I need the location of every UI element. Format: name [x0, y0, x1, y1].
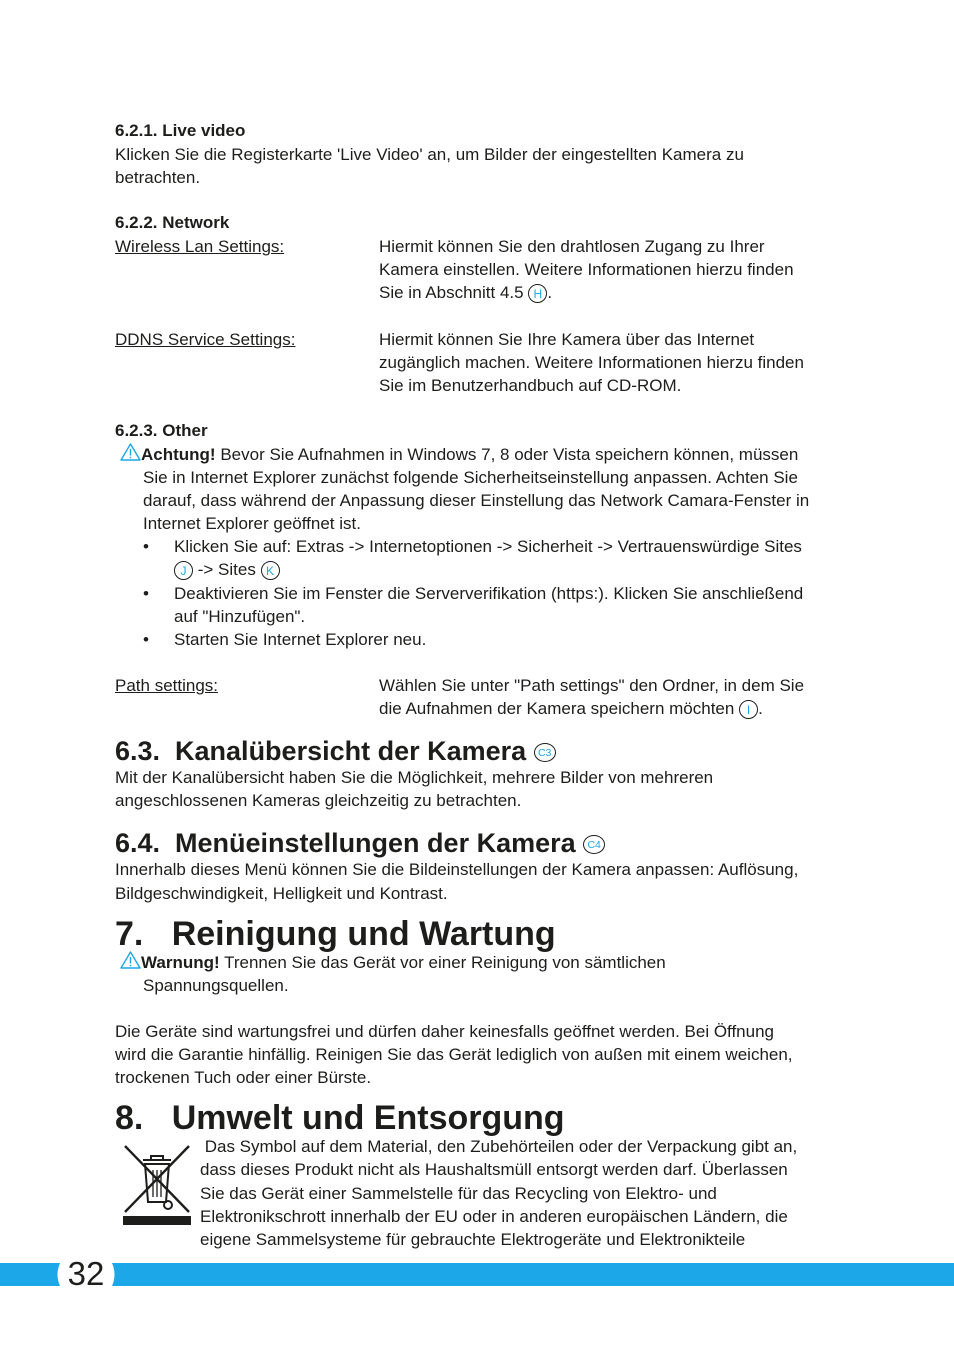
setting-description	[379, 281, 552, 304]
warning-text: Internet Explorer geöffnet ist.	[143, 514, 361, 533]
chapter-heading-reinigung: 7. Reinigung und Wartung	[115, 915, 556, 953]
footer-bar-left	[0, 1263, 54, 1286]
figure-reference-j: J	[174, 561, 193, 580]
section-heading-network: 6.2.2. Network	[115, 213, 230, 232]
list-item: Klicken Sie auf: Extras -> Internetoptionen -> Sicherheit -> Vertrauenswürdige Sites	[174, 537, 802, 556]
list-item	[174, 558, 280, 581]
figure-reference-k: K	[261, 561, 280, 580]
paragraph-line: trockenen Tuch oder einer Bürste.	[115, 1068, 372, 1087]
figure-reference-h: H	[528, 284, 547, 303]
section-heading-other: 6.2.3. Other	[115, 421, 208, 440]
section-heading-text: 6.3. Kanalübersicht der Kamera	[115, 736, 527, 766]
setting-description: Wählen Sie unter "Path settings" den Ordner, in dem Sie	[379, 676, 805, 695]
footer-bar-right	[118, 1263, 954, 1286]
paragraph-line: Das Symbol auf dem Material, den Zubehörteilen oder der Verpackung gibt an,	[200, 1137, 798, 1156]
paragraph-line: angeschlossenen Kameras gleichzeitig zu betrachten.	[115, 791, 522, 810]
setting-description: Hiermit können Sie Ihre Kamera über das Internet	[379, 330, 755, 349]
warning-text: Spannungsquellen.	[143, 976, 289, 995]
chapter-heading-umwelt: 8. Umwelt und Entsorgung	[115, 1099, 565, 1137]
paragraph-line: wird die Garantie hinfällig. Reinigen Sie das Gerät lediglich von außen mit einem weichen,	[115, 1045, 793, 1064]
paragraph-line: dass dieses Produkt nicht als Haushaltsmüll entsorgt werden darf. Überlassen	[200, 1160, 788, 1179]
section-heading-kanaluebersicht	[115, 735, 556, 767]
section-heading-menueeinstellungen	[115, 827, 605, 859]
setting-description-text: Sie in Abschnitt 4.5	[379, 283, 524, 302]
warning-text: darauf, dass während der Anpassung dieser Einstellung das Network Camara-Fenster in	[143, 491, 810, 510]
warning-text: Trennen Sie das Gerät vor einer Reinigung von sämtlichen	[219, 953, 666, 972]
setting-description-text: die Aufnahmen der Kamera speichern möchten	[379, 699, 735, 718]
setting-description: Kamera einstellen. Weitere Informationen hierzu finden	[379, 260, 794, 279]
page-number: 32	[67, 1255, 105, 1292]
warning-text: Sie in Internet Explorer zunächst folgende Sicherheitseinstellung anpassen. Achten Sie	[143, 468, 798, 487]
bullet: •	[143, 630, 149, 649]
figure-reference-i: I	[739, 700, 758, 719]
figure-reference-c4: C4	[583, 835, 605, 854]
setting-label-wireless: Wireless Lan Settings:	[115, 237, 285, 256]
paragraph-line: Die Geräte sind wartungsfrei und dürfen daher keinesfalls geöffnet werden. Bei Öffnung	[115, 1022, 774, 1041]
warning-label: Warnung!	[141, 953, 220, 972]
setting-label-ddns: DDNS Service Settings:	[115, 330, 296, 349]
bullet: •	[143, 537, 149, 556]
section-heading-live-video: 6.2.1. Live video	[115, 121, 246, 140]
paragraph-line: Elektronikschrott innerhalb der EU oder in anderen europäischen Ländern, die	[200, 1207, 788, 1226]
warning-icon	[120, 443, 141, 461]
setting-description: Sie im Benutzerhandbuch auf CD-ROM.	[379, 376, 682, 395]
list-item-text: -> Sites	[193, 560, 261, 579]
paragraph-line: Mit der Kanalübersicht haben Sie die Möglichkeit, mehrere Bilder von mehreren	[115, 768, 714, 787]
paragraph-line: Klicken Sie die Registerkarte 'Live Video' an, um Bilder der eingestellten Kamera zu	[115, 145, 744, 164]
setting-description: zugänglich machen. Weitere Informationen hierzu finden	[379, 353, 804, 372]
warning-line	[120, 951, 666, 974]
period: .	[758, 699, 763, 718]
list-item: auf "Hinzufügen".	[174, 607, 306, 626]
warning-text: Bevor Sie Aufnahmen in Windows 7, 8 oder Vista speichern können, müssen	[215, 445, 799, 464]
warning-label: Achtung!	[141, 445, 216, 464]
list-item: Starten Sie Internet Explorer neu.	[174, 630, 427, 649]
bullet: •	[143, 584, 149, 603]
warning-line	[120, 443, 798, 466]
paragraph-line: Innerhalb dieses Menü können Sie die Bildeinstellungen der Kamera anpassen: Auflösung,	[115, 860, 799, 879]
paragraph-line: betrachten.	[115, 168, 201, 187]
setting-description	[379, 697, 763, 720]
list-item: Deaktivieren Sie im Fenster die Serververifikation (https:). Klicken Sie anschließend	[174, 584, 804, 603]
setting-label-path: Path settings:	[115, 676, 219, 695]
figure-reference-c3: C3	[534, 743, 556, 762]
section-heading-text: 6.4. Menüeinstellungen der Kamera	[115, 828, 576, 858]
period: .	[547, 283, 553, 302]
warning-icon	[120, 951, 141, 969]
paragraph-line: Sie das Gerät einer Sammelstelle für das Recycling von Elektro- und	[200, 1184, 717, 1203]
paragraph-line: eigene Sammelsysteme für gebrauchte Elektrogeräte und Elektronikteile	[200, 1230, 746, 1249]
weee-crossed-bin-icon	[121, 1142, 193, 1227]
setting-description: Hiermit können Sie den drahtlosen Zugang zu Ihrer	[379, 237, 765, 256]
paragraph-line: Bildgeschwindigkeit, Helligkeit und Kontrast.	[115, 884, 448, 903]
